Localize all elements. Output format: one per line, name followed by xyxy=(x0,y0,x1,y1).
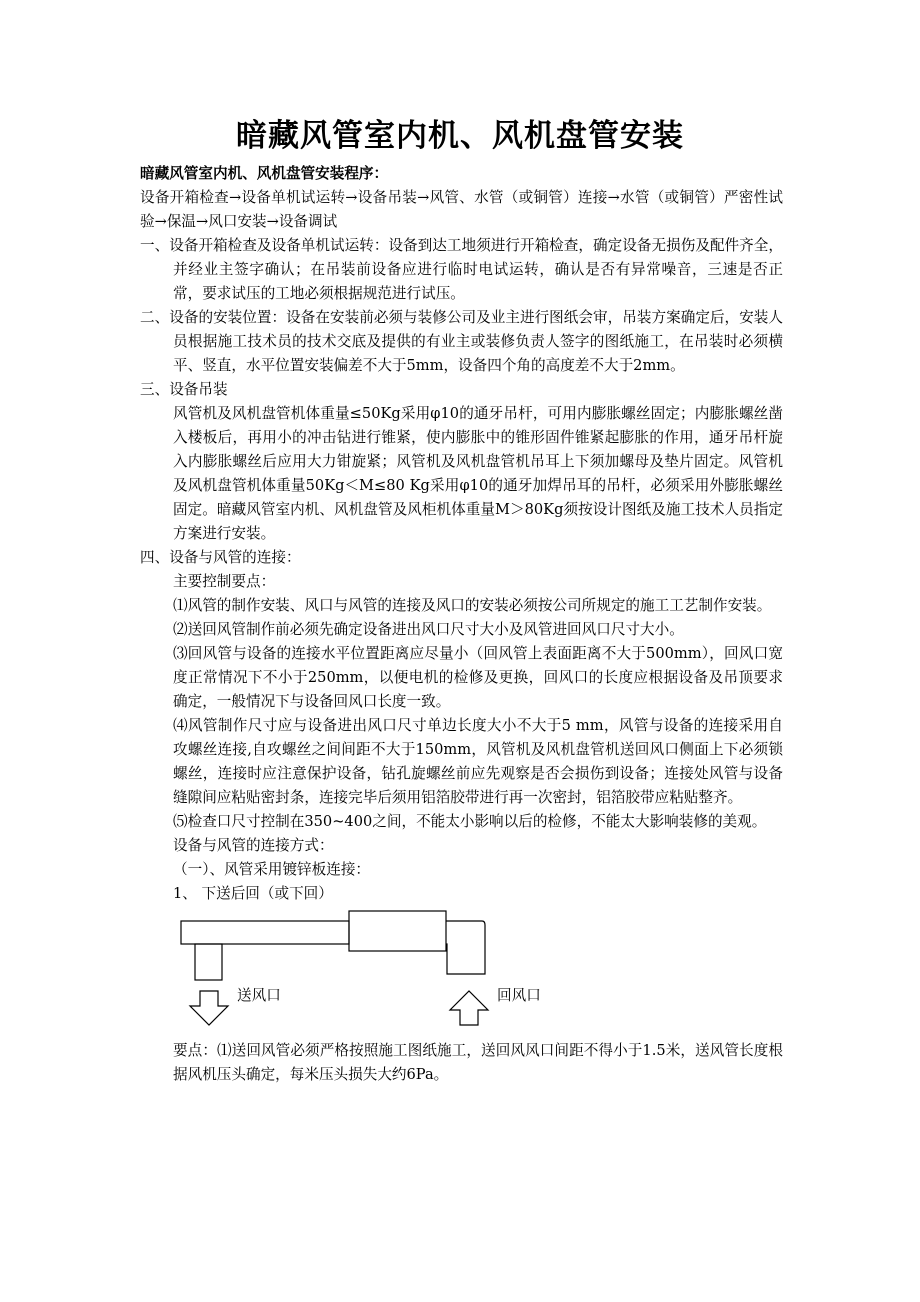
supply-outlet xyxy=(195,944,222,980)
supply-outlet-label: 送风口 xyxy=(237,987,281,1004)
connection-method-sub: （一）、风管采用镀锌板连接： xyxy=(173,861,371,878)
notes: 要点：⑴送回风管必须严格按照施工图纸施工，送回风风口间距不得小于1.5米，送风管长度根据风机压头确定，每米压头损失大约6Pa。 xyxy=(173,1042,783,1083)
fan-coil-unit xyxy=(349,911,446,951)
section-1: 一、设备开箱检查及设备单机试运转：设备到达工地须进行开箱检查，确定设备无损伤及配件齐全，并经业主签字确认；在吊装前设备应进行临时电试运转，确认是否有异常噪音，三速是否正常，要求试压的工地必须根据规范进行试压。 xyxy=(140,237,783,302)
duct-diagram-drawing xyxy=(140,906,783,1039)
control-point-1: ⑴风管的制作安装、风口与风管的连接及风口的安装必须按公司所规定的施工工艺制作安装。 xyxy=(173,597,772,614)
supply-duct xyxy=(181,921,349,944)
duct-diagram xyxy=(140,906,783,1039)
connection-method-item: 1、 下送后回（或下回） xyxy=(173,885,333,902)
connection-method-title: 设备与风管的连接方式： xyxy=(173,837,334,854)
section-2: 二、设备的安装位置：设备在安装前必须与装修公司及业主进行图纸会审，吊装方案确定后，安装人员根据施工技术员的技术交底及提供的有业主或装修负责人签字的图纸施工，在吊装时必须横平、竖直，水平位置安装偏差不大于5mm，设备四个角的高度差不大于2mm。 xyxy=(140,309,783,374)
procedure-steps: 设备开箱检查→设备单机试运转→设备吊装→风管、水管（或铜管）连接→水管（或铜管）严密性试验→保温→风口安装→设备调试 xyxy=(140,189,783,230)
return-duct xyxy=(446,921,485,974)
control-point-2: ⑵送回风管制作前必须先确定设备进出风口尺寸大小及风管进回风口尺寸大小。 xyxy=(173,621,684,638)
control-point-5: ⑸检查口尺寸控制在350~400之间，不能太小影响以后的检修，不能太大影响装修的美观。 xyxy=(173,813,767,830)
page-title: 暗藏风管室内机、风机盘管安装 xyxy=(236,118,684,154)
document-body xyxy=(140,162,783,1087)
control-point-4: ⑷风管制作尺寸应与设备进出风口尺寸单边长度大小不大于5 mm，风管与设备的连接采用自攻螺丝连接,自攻螺丝之间间距不大于150mm，风管机及风机盘管机送回风口侧面上下必须锁螺丝，连接时应注意保护设备，钻孔旋螺丝前应先观察是否会损伤到设备；连接处风管与设备缝隙间应粘贴密封条，连接完毕后须用铝箔胶带进行再一次密封，铝箔胶带应粘贴整齐。 xyxy=(173,717,783,806)
supply-arrow-icon xyxy=(190,991,228,1025)
return-arrow-icon xyxy=(450,991,488,1025)
section-3-title: 三、设备吊装 xyxy=(140,381,228,398)
control-point-3: ⑶回风管与设备的连接水平位置距离应尽量小（回风管上表面距离不大于500mm），回风口宽度正常情况下不小于250mm，以便电机的检修及更换，回风口的长度应根据设备及吊顶要求确定，一般情况下与设备回风口长度一致。 xyxy=(173,645,783,710)
return-outlet-label: 回风口 xyxy=(497,987,541,1004)
procedure-heading: 暗藏风管室内机、风机盘管安装程序： xyxy=(140,165,389,182)
section-4-title: 四、设备与风管的连接： xyxy=(140,549,301,566)
section-3-body: 风管机及风机盘管机体重量≤50Kg采用φ10的通牙吊杆，可用内膨胀螺丝固定；内膨胀螺丝凿入楼板后，再用小的冲击钻进行锥紧，使内膨胀中的锥形固件锥紧起膨胀的作用，通牙吊杆旋入内膨胀螺丝后应用大力钳旋紧；风管机及风机盘管机吊耳上下须加螺母及垫片固定。风管机及风机盘管机体重量50Kg＜M≤80 Kg采用φ10的通牙加焊吊耳的吊杆，必须采用外膨胀螺丝固定。暗藏风管室内机、风机盘管及风柜机体重量M＞80Kg须按设计图纸及施工技术人员指定方案进行安装。 xyxy=(173,405,783,542)
control-points-title: 主要控制要点： xyxy=(173,573,276,590)
